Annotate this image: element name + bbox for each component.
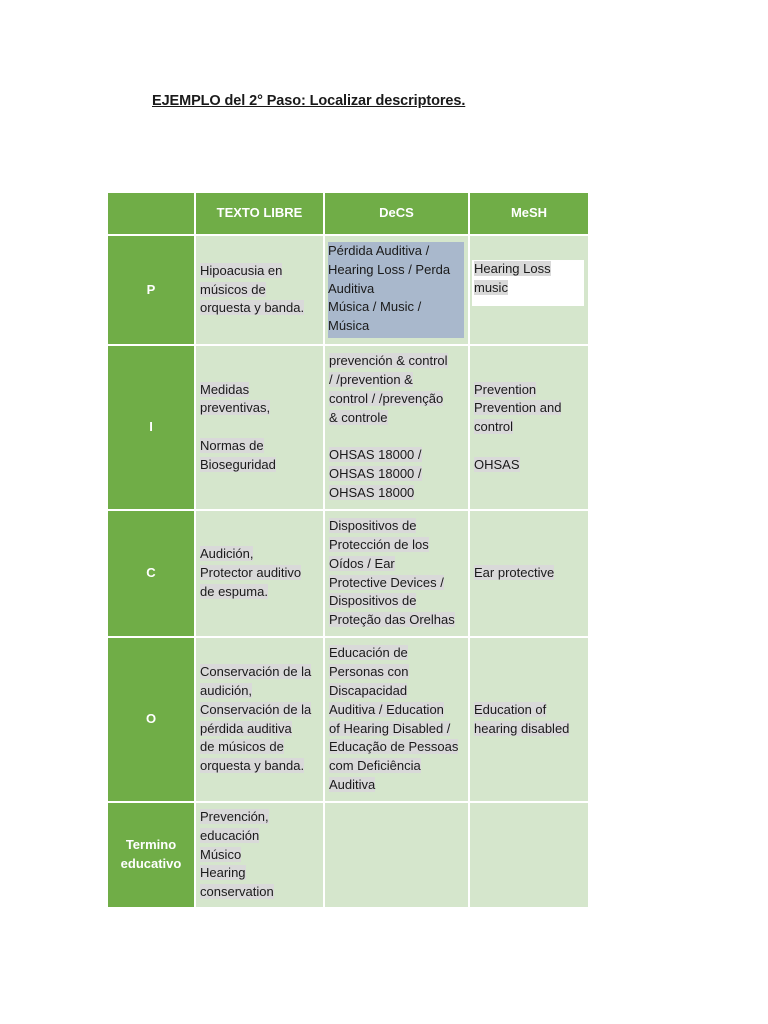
cell-c-decs	[325, 511, 468, 636]
header-decs: DeCS	[325, 193, 468, 234]
text-line: preventivas,	[200, 400, 271, 416]
row-label-o: O	[108, 638, 194, 801]
text-line: Conservación de la	[200, 664, 312, 680]
text-line: de espuma.	[200, 583, 268, 599]
text-line: Hearing	[200, 865, 246, 881]
text-line: Bioseguridad	[200, 456, 276, 472]
text-line: Prevención,	[200, 809, 269, 824]
text-line: Música	[328, 318, 370, 334]
text-line: Dispositivos de	[329, 518, 417, 534]
text-line: & controle	[329, 409, 388, 425]
cell-o-texto-libre	[196, 638, 323, 801]
text-line: Protective Devices /	[329, 574, 444, 590]
text-line: OHSAS 18000 /	[329, 466, 422, 482]
row-label-c: C	[108, 511, 194, 636]
text-line: Protector auditivo	[200, 565, 302, 581]
cell-p-texto-libre	[196, 236, 323, 344]
text-line: prevención & control	[329, 353, 448, 369]
text-line: Protección de los	[329, 536, 429, 552]
text-line: pérdida auditiva	[200, 720, 292, 736]
text-line: Medidas	[200, 381, 250, 397]
cell-c-mesh	[470, 511, 588, 636]
text-line: Educação de Pessoas	[329, 739, 459, 755]
text-line: Hearing Loss / Perda	[328, 261, 451, 277]
text-line: OHSAS 18000 /	[329, 447, 422, 463]
text-line: Hipoacusia en	[200, 262, 283, 278]
text-line: Conservación de la	[200, 701, 312, 717]
text-line: Prevention	[474, 381, 537, 397]
text-line: OHSAS 18000	[329, 484, 415, 500]
row-label-i: I	[108, 346, 194, 509]
text-line: Auditiva	[329, 776, 376, 792]
selected-text-block	[328, 242, 464, 338]
text-line: Músico	[200, 846, 242, 862]
text-line: conservation	[200, 884, 274, 900]
text-line: orquesta y banda.	[200, 758, 305, 774]
text-line: control	[474, 419, 514, 435]
text-line: control / /prevenção	[329, 390, 444, 406]
text-line: Auditiva / Education	[329, 701, 444, 717]
text-line: orquesta y banda.	[200, 300, 305, 316]
text-line: Música / Music /	[328, 299, 422, 315]
cell-p-decs	[325, 236, 468, 344]
cell-termino-mesh	[470, 803, 588, 907]
cell-i-decs	[325, 346, 468, 509]
text-line: Prevention and	[474, 400, 562, 416]
text-line: Pérdida Auditiva /	[328, 243, 430, 258]
row-label-termino-educativo	[108, 803, 194, 907]
cell-o-decs	[325, 638, 468, 801]
text-line: Education of	[474, 701, 547, 717]
text-line: Proteção das Orelhas	[329, 612, 455, 628]
text-line: audición,	[200, 682, 253, 698]
document-title: EJEMPLO del 2° Paso: Localizar descriptores.	[152, 93, 466, 109]
text-line: Normas de	[200, 437, 264, 453]
text-line: de músicos de	[200, 739, 284, 755]
text-line: Dispositivos de	[329, 593, 417, 609]
cell-termino-decs	[325, 803, 468, 907]
text-line: music	[474, 279, 508, 295]
cell-i-texto-libre	[196, 346, 323, 509]
text-line: Auditiva	[328, 280, 375, 296]
cell-c-texto-libre	[196, 511, 323, 636]
text-line: OHSAS	[474, 456, 520, 472]
text-line: / /prevention &	[329, 372, 413, 388]
text-line: of Hearing Disabled /	[329, 720, 451, 736]
cell-i-mesh	[470, 346, 588, 509]
text-line: Discapacidad	[329, 682, 408, 698]
cell-p-mesh	[470, 236, 588, 344]
text-line: Oídos / Ear	[329, 555, 395, 571]
text-line: educación	[200, 827, 260, 843]
white-text-box	[472, 260, 584, 306]
header-empty	[108, 193, 194, 234]
row-label-line: educativo	[120, 856, 182, 871]
text-line: Hearing Loss	[474, 261, 551, 276]
header-texto-libre: TEXTO LIBRE	[196, 193, 323, 234]
header-mesh: MeSH	[470, 193, 588, 234]
cell-termino-texto-libre	[196, 803, 323, 907]
text-line: músicos de	[200, 281, 266, 297]
row-label-line: Termino	[125, 837, 177, 853]
text-line: Audición,	[200, 546, 254, 562]
text-line: com Deficiência	[329, 758, 421, 774]
descriptor-table	[108, 193, 584, 901]
row-label-p: P	[108, 236, 194, 344]
cell-o-mesh	[470, 638, 588, 801]
text-line: hearing disabled	[474, 720, 570, 736]
text-line: Personas con	[329, 664, 409, 680]
text-line: Ear protective	[474, 565, 555, 581]
text-line: Educación de	[329, 645, 408, 661]
